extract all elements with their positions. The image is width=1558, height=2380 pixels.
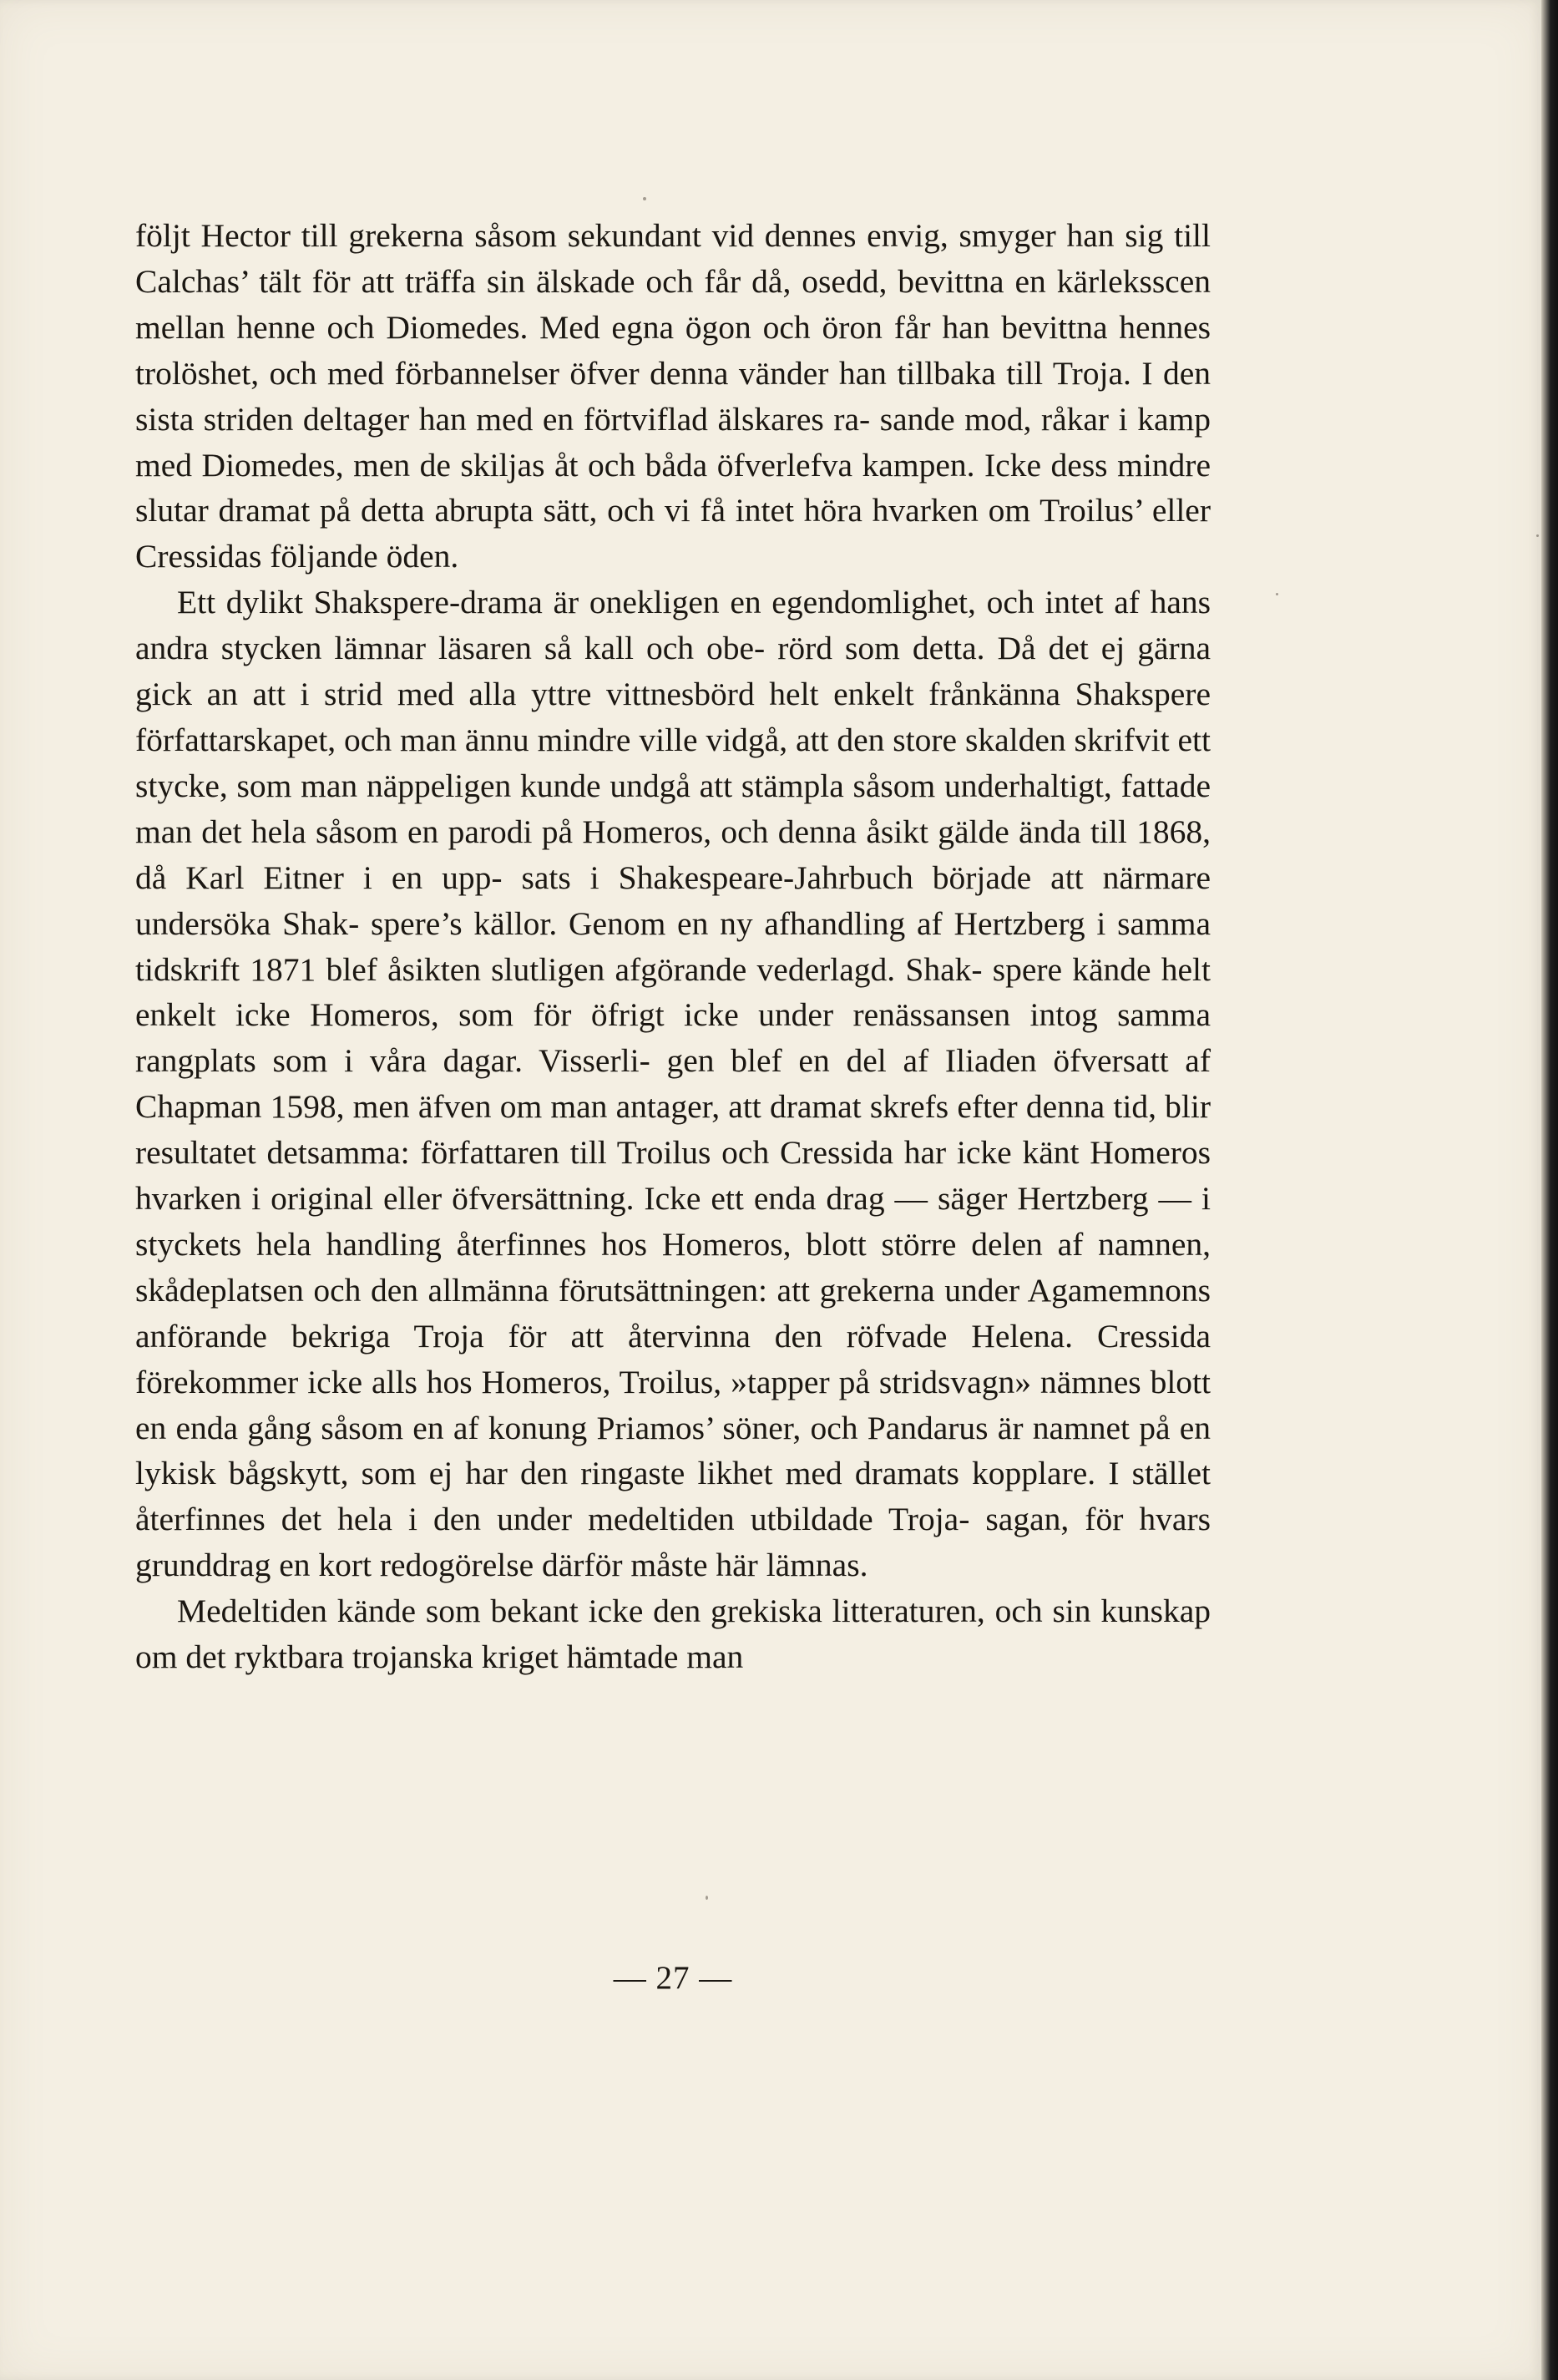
paragraph-2: Ett dylikt Shakspere-drama är onekligen en egendomlighet, och intet af hans andra stycken lämnar läsaren så kall och obe- rörd som detta. Då det ej gärna gick an att i strid med alla yttre vittnesbörd helt enkelt frånkänna Shakspere författarskapet, och man ännu mindre ville vidgå, att den store skalden skrifvit ett stycke, som man näppeligen kunde undgå att stämpla såsom underhaltigt, fattade man det hela såsom en parodi på Homeros, och denna åsikt gälde ända till 1868, då Karl Eitner i en upp- sats i Shakespeare-Jahrbuch började att närmare undersöka Shak- spere’s källor. Genom en ny afhandling af Hertzberg i samma tidskrift 1871 blef åsikten slutligen afgörande vederlagd. Shak- spere kände helt enkelt icke Homeros, som för öfrigt icke under renässansen intog samma rangplats som i våra dagar. Visserli- gen blef en del af Iliaden öfversatt af Chapman 1598, men äfven om man antager, att dramat skrefs efter denna tid, blir resultatet detsamma: författaren till Troilus och Cressida har icke känt Homeros hvarken i original eller öfversättning. Icke ett enda drag — säger Hertzberg — i styckets hela handling återfinnes hos Homeros, blott större delen af namnen, skådeplatsen och den allmänna förutsättningen: att grekerna under Agamemnons anförande bekriga Troja för att återvinna den röfvade Helena. Cressida förekommer icke alls hos Homeros, Troilus, »tapper på stridsvagn» nämnes blott en enda gång såsom en af konung Priamos’ söner, och Pandarus är namnet på en lykisk bågskytt, som ej har den ringaste likhet med dramats kopplare. I stället återfinnes det hela i den under medeltiden utbildade Troja- sagan, för hvars grunddrag en kort redogörelse därför måste här lämnas. — [135, 584, 1211, 1584]
paper-speck — [1276, 593, 1278, 595]
body-text — [135, 213, 1211, 1680]
page-number: — 27 — — [613, 1960, 733, 1996]
paragraph-3: Medeltiden kände som bekant icke den grekiska litteraturen, och sin kunskap om det ryktbara trojanska kriget hämtade man — [135, 1593, 1211, 1676]
paper-speck — [643, 197, 646, 200]
paragraph-1: följt Hector till grekerna såsom sekundant vid dennes envig, smyger han sig till Calchas’ tält för att träffa sin älskade och får då, osedd, bevittna en kärleksscen mellan henne och Diomedes. Med egna ögon och öron får han bevittna hennes trolöshet, och med förbannelser öfver denna vänder han tillbaka till Troja. I den sista striden deltager han med en förtviflad älskares ra- sande mod, råkar i kamp med Diomedes, men de skiljas åt och båda öfverlefva kampen. Icke dess mindre slutar dramat på detta abrupta sätt, och vi få intet höra hvarken om Troilus’ eller Cressidas följande öden. — [135, 217, 1211, 575]
scan-edge — [1541, 0, 1558, 2380]
paper-speck — [1536, 534, 1539, 537]
paper-speck — [706, 1896, 708, 1900]
